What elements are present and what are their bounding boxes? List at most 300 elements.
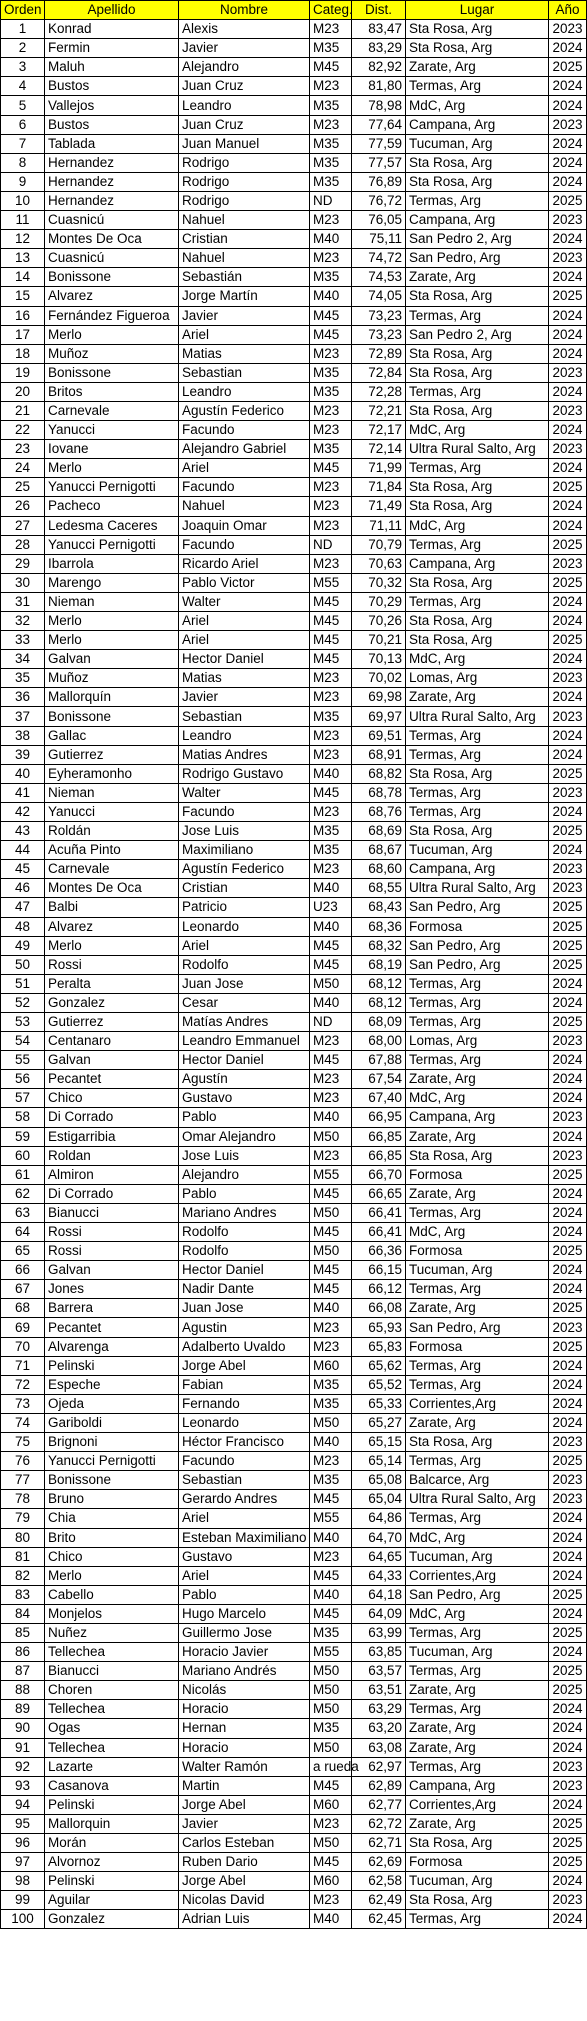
- cell-categ: M23: [310, 344, 352, 363]
- cell-anio: 2023: [549, 20, 587, 39]
- cell-dist: 62,77: [352, 1795, 406, 1814]
- cell-categ: M23: [310, 688, 352, 707]
- cell-anio: 2024: [549, 1223, 587, 1242]
- cell-apellido: Chico: [45, 1089, 179, 1108]
- cell-nombre: Leandro: [179, 96, 310, 115]
- cell-orden: 54: [1, 1032, 45, 1051]
- cell-apellido: Merlo: [45, 1566, 179, 1585]
- cell-anio: 2024: [549, 1413, 587, 1432]
- cell-anio: 2024: [549, 1700, 587, 1719]
- cell-nombre: Joaquin Omar: [179, 516, 310, 535]
- cell-dist: 68,12: [352, 993, 406, 1012]
- cell-nombre: Fernando: [179, 1394, 310, 1413]
- cell-orden: 49: [1, 936, 45, 955]
- cell-categ: M35: [310, 707, 352, 726]
- cell-anio: 2024: [549, 974, 587, 993]
- cell-lugar: Zarate, Arg: [406, 1127, 549, 1146]
- cell-categ: M35: [310, 1471, 352, 1490]
- table-row: [1, 211, 587, 230]
- cell-lugar: Balcarce, Arg: [406, 1471, 549, 1490]
- cell-orden: 39: [1, 745, 45, 764]
- cell-dist: 67,54: [352, 1070, 406, 1089]
- cell-lugar: Campana, Arg: [406, 554, 549, 573]
- header-row: [1, 1, 587, 20]
- cell-dist: 66,08: [352, 1299, 406, 1318]
- cell-orden: 8: [1, 153, 45, 172]
- cell-apellido: Jones: [45, 1280, 179, 1299]
- cell-categ: M55: [310, 1643, 352, 1662]
- cell-apellido: Almiron: [45, 1165, 179, 1184]
- cell-apellido: Merlo: [45, 459, 179, 478]
- cell-nombre: Leonardo: [179, 1413, 310, 1432]
- cell-nombre: Maximiliano: [179, 841, 310, 860]
- cell-dist: 65,52: [352, 1375, 406, 1394]
- cell-categ: M45: [310, 1223, 352, 1242]
- cell-lugar: Sta Rosa, Arg: [406, 612, 549, 631]
- cell-dist: 68,67: [352, 841, 406, 860]
- table-row: [1, 1070, 587, 1089]
- cell-dist: 70,63: [352, 554, 406, 573]
- table-row: [1, 1604, 587, 1623]
- cell-lugar: Sta Rosa, Arg: [406, 1146, 549, 1165]
- cell-dist: 68,12: [352, 974, 406, 993]
- cell-categ: M40: [310, 1910, 352, 1929]
- cell-orden: 58: [1, 1108, 45, 1127]
- cell-nombre: Alejandro Gabriel: [179, 440, 310, 459]
- cell-apellido: Pelinski: [45, 1356, 179, 1375]
- cell-apellido: Brito: [45, 1528, 179, 1547]
- cell-lugar: San Pedro, Arg: [406, 249, 549, 268]
- cell-orden: 95: [1, 1814, 45, 1833]
- cell-orden: 44: [1, 841, 45, 860]
- cell-nombre: Pablo: [179, 1108, 310, 1127]
- table-row: [1, 191, 587, 210]
- table-row: [1, 1509, 587, 1528]
- cell-dist: 63,85: [352, 1643, 406, 1662]
- cell-anio: 2025: [549, 1337, 587, 1356]
- table-row: [1, 58, 587, 77]
- cell-categ: M40: [310, 230, 352, 249]
- cell-categ: M35: [310, 440, 352, 459]
- cell-anio: 2025: [549, 936, 587, 955]
- cell-apellido: Gallac: [45, 726, 179, 745]
- cell-dist: 63,08: [352, 1738, 406, 1757]
- cell-categ: M45: [310, 1604, 352, 1623]
- table-row: [1, 822, 587, 841]
- table-row: [1, 1394, 587, 1413]
- cell-lugar: Termas, Arg: [406, 1700, 549, 1719]
- cell-nombre: Matias: [179, 344, 310, 363]
- table-row: [1, 841, 587, 860]
- cell-apellido: Konrad: [45, 20, 179, 39]
- cell-nombre: Sebastián: [179, 268, 310, 287]
- cell-nombre: Facundo: [179, 535, 310, 554]
- cell-anio: 2023: [549, 249, 587, 268]
- cell-lugar: Termas, Arg: [406, 306, 549, 325]
- table-row: [1, 1776, 587, 1795]
- cell-apellido: Mallorquín: [45, 688, 179, 707]
- cell-categ: M35: [310, 96, 352, 115]
- cell-anio: 2024: [549, 993, 587, 1012]
- cell-apellido: Bonissone: [45, 1471, 179, 1490]
- cell-apellido: Tellechea: [45, 1738, 179, 1757]
- cell-nombre: Adalberto Uvaldo: [179, 1337, 310, 1356]
- cell-orden: 62: [1, 1184, 45, 1203]
- cell-orden: 45: [1, 860, 45, 879]
- cell-categ: M50: [310, 1242, 352, 1261]
- cell-lugar: Termas, Arg: [406, 993, 549, 1012]
- cell-nombre: Ariel: [179, 1509, 310, 1528]
- cell-lugar: Termas, Arg: [406, 382, 549, 401]
- cell-dist: 66,65: [352, 1184, 406, 1203]
- table-row: [1, 764, 587, 783]
- cell-orden: 84: [1, 1604, 45, 1623]
- cell-anio: 2025: [549, 1623, 587, 1642]
- cell-nombre: Hector Daniel: [179, 1051, 310, 1070]
- cell-orden: 48: [1, 917, 45, 936]
- cell-dist: 73,23: [352, 325, 406, 344]
- table-row: [1, 1681, 587, 1700]
- table-row: [1, 707, 587, 726]
- table-row: [1, 1165, 587, 1184]
- cell-lugar: Tucuman, Arg: [406, 1261, 549, 1280]
- cell-anio: 2024: [549, 650, 587, 669]
- cell-dist: 63,57: [352, 1662, 406, 1681]
- cell-dist: 71,99: [352, 459, 406, 478]
- cell-nombre: Horacio: [179, 1700, 310, 1719]
- cell-anio: 2023: [549, 1032, 587, 1051]
- cell-lugar: Sta Rosa, Arg: [406, 172, 549, 191]
- cell-anio: 2024: [549, 1356, 587, 1375]
- table-row: [1, 745, 587, 764]
- cell-nombre: Ricardo Ariel: [179, 554, 310, 573]
- cell-nombre: Patricio: [179, 898, 310, 917]
- cell-dist: 74,72: [352, 249, 406, 268]
- table-row: [1, 955, 587, 974]
- cell-dist: 74,53: [352, 268, 406, 287]
- cell-orden: 47: [1, 898, 45, 917]
- header-lugar: Lugar: [406, 1, 549, 20]
- cell-dist: 73,23: [352, 306, 406, 325]
- header-apellido: Apellido: [45, 1, 179, 20]
- cell-dist: 68,09: [352, 1012, 406, 1031]
- table-row: [1, 1566, 587, 1585]
- cell-nombre: Juan Jose: [179, 974, 310, 993]
- table-row: [1, 1452, 587, 1471]
- cell-anio: 2024: [549, 1566, 587, 1585]
- cell-dist: 72,14: [352, 440, 406, 459]
- cell-orden: 90: [1, 1719, 45, 1738]
- cell-anio: 2025: [549, 535, 587, 554]
- cell-orden: 17: [1, 325, 45, 344]
- cell-dist: 66,36: [352, 1242, 406, 1261]
- cell-apellido: Eyheramonho: [45, 764, 179, 783]
- cell-orden: 98: [1, 1872, 45, 1891]
- cell-orden: 50: [1, 955, 45, 974]
- cell-lugar: Corrientes,Arg: [406, 1795, 549, 1814]
- cell-categ: M40: [310, 1108, 352, 1127]
- cell-lugar: Termas, Arg: [406, 783, 549, 802]
- cell-nombre: Guillermo Jose: [179, 1623, 310, 1642]
- cell-categ: M23: [310, 554, 352, 573]
- cell-categ: M45: [310, 1490, 352, 1509]
- cell-orden: 79: [1, 1509, 45, 1528]
- cell-lugar: Zarate, Arg: [406, 1719, 549, 1738]
- cell-anio: 2024: [549, 745, 587, 764]
- cell-nombre: Leandro: [179, 382, 310, 401]
- cell-anio: 2023: [549, 1146, 587, 1165]
- cell-apellido: Fernández Figueroa: [45, 306, 179, 325]
- cell-dist: 65,83: [352, 1337, 406, 1356]
- cell-apellido: Hernandez: [45, 153, 179, 172]
- cell-orden: 82: [1, 1566, 45, 1585]
- cell-lugar: Sta Rosa, Arg: [406, 573, 549, 592]
- cell-categ: a rueda: [310, 1757, 352, 1776]
- cell-nombre: Gustavo: [179, 1547, 310, 1566]
- cell-nombre: Juan Cruz: [179, 115, 310, 134]
- table-row: [1, 669, 587, 688]
- cell-anio: 2024: [549, 1509, 587, 1528]
- cell-lugar: Corrientes,Arg: [406, 1566, 549, 1585]
- cell-apellido: Gutierrez: [45, 1012, 179, 1031]
- cell-orden: 78: [1, 1490, 45, 1509]
- cell-lugar: Tucuman, Arg: [406, 1643, 549, 1662]
- cell-categ: M35: [310, 841, 352, 860]
- cell-dist: 63,20: [352, 1719, 406, 1738]
- cell-apellido: Gutierrez: [45, 745, 179, 764]
- cell-lugar: Zarate, Arg: [406, 1681, 549, 1700]
- cell-lugar: Termas, Arg: [406, 592, 549, 611]
- cell-dist: 63,51: [352, 1681, 406, 1700]
- cell-orden: 57: [1, 1089, 45, 1108]
- cell-categ: M50: [310, 1700, 352, 1719]
- cell-apellido: Bonissone: [45, 268, 179, 287]
- cell-categ: M55: [310, 573, 352, 592]
- cell-categ: M45: [310, 459, 352, 478]
- cell-categ: M40: [310, 287, 352, 306]
- cell-categ: M45: [310, 325, 352, 344]
- cell-apellido: Merlo: [45, 612, 179, 631]
- cell-anio: 2023: [549, 669, 587, 688]
- cell-categ: M45: [310, 631, 352, 650]
- cell-categ: M23: [310, 860, 352, 879]
- table-row: [1, 230, 587, 249]
- cell-orden: 85: [1, 1623, 45, 1642]
- cell-apellido: Yanucci: [45, 802, 179, 821]
- cell-anio: 2024: [549, 1127, 587, 1146]
- cell-apellido: Gonzalez: [45, 993, 179, 1012]
- cell-categ: U23: [310, 898, 352, 917]
- cell-nombre: Ariel: [179, 612, 310, 631]
- cell-anio: 2023: [549, 1490, 587, 1509]
- cell-lugar: Campana, Arg: [406, 860, 549, 879]
- table-row: [1, 1299, 587, 1318]
- cell-nombre: Ariel: [179, 459, 310, 478]
- cell-apellido: Merlo: [45, 325, 179, 344]
- cell-apellido: Merlo: [45, 631, 179, 650]
- cell-orden: 28: [1, 535, 45, 554]
- cell-dist: 71,49: [352, 497, 406, 516]
- cell-orden: 100: [1, 1910, 45, 1929]
- cell-lugar: Corrientes,Arg: [406, 1394, 549, 1413]
- cell-anio: 2024: [549, 134, 587, 153]
- cell-orden: 26: [1, 497, 45, 516]
- cell-orden: 77: [1, 1471, 45, 1490]
- cell-orden: 53: [1, 1012, 45, 1031]
- cell-categ: M35: [310, 1375, 352, 1394]
- cell-nombre: Javier: [179, 688, 310, 707]
- cell-apellido: Carnevale: [45, 860, 179, 879]
- cell-dist: 66,41: [352, 1203, 406, 1222]
- header-categ: Categ.: [310, 1, 352, 20]
- cell-anio: 2024: [549, 344, 587, 363]
- cell-orden: 96: [1, 1834, 45, 1853]
- cell-anio: 2025: [549, 191, 587, 210]
- cell-categ: M35: [310, 134, 352, 153]
- table-row: [1, 1719, 587, 1738]
- cell-anio: 2024: [549, 1089, 587, 1108]
- cell-apellido: Vallejos: [45, 96, 179, 115]
- table-row: [1, 172, 587, 191]
- cell-nombre: Nicolas David: [179, 1891, 310, 1910]
- cell-dist: 64,33: [352, 1566, 406, 1585]
- cell-orden: 65: [1, 1242, 45, 1261]
- cell-dist: 67,40: [352, 1089, 406, 1108]
- cell-categ: M23: [310, 1032, 352, 1051]
- cell-nombre: Hernan: [179, 1719, 310, 1738]
- cell-anio: 2024: [549, 1070, 587, 1089]
- cell-apellido: Ledesma Caceres: [45, 516, 179, 535]
- cell-dist: 69,97: [352, 707, 406, 726]
- cell-apellido: Fermin: [45, 39, 179, 58]
- cell-lugar: Formosa: [406, 917, 549, 936]
- cell-orden: 43: [1, 822, 45, 841]
- cell-lugar: Termas, Arg: [406, 535, 549, 554]
- cell-orden: 36: [1, 688, 45, 707]
- cell-apellido: Tellechea: [45, 1643, 179, 1662]
- table-row: [1, 1127, 587, 1146]
- cell-apellido: Merlo: [45, 936, 179, 955]
- cell-apellido: Bruno: [45, 1490, 179, 1509]
- table-row: [1, 1413, 587, 1432]
- cell-orden: 75: [1, 1433, 45, 1452]
- cell-lugar: MdC, Arg: [406, 650, 549, 669]
- cell-anio: 2023: [549, 211, 587, 230]
- cell-anio: 2024: [549, 459, 587, 478]
- cell-anio: 2025: [549, 1681, 587, 1700]
- cell-nombre: Sebastian: [179, 1471, 310, 1490]
- table-row: [1, 1356, 587, 1375]
- cell-dist: 65,14: [352, 1452, 406, 1471]
- cell-lugar: San Pedro, Arg: [406, 1585, 549, 1604]
- cell-lugar: Sta Rosa, Arg: [406, 764, 549, 783]
- cell-lugar: Zarate, Arg: [406, 688, 549, 707]
- cell-anio: 2024: [549, 77, 587, 96]
- cell-anio: 2024: [549, 1604, 587, 1623]
- table-row: [1, 1872, 587, 1891]
- cell-dist: 65,27: [352, 1413, 406, 1432]
- cell-categ: M45: [310, 783, 352, 802]
- cell-categ: M23: [310, 802, 352, 821]
- table-row: [1, 1318, 587, 1337]
- cell-lugar: Termas, Arg: [406, 77, 549, 96]
- cell-categ: M45: [310, 1261, 352, 1280]
- table-row: [1, 1203, 587, 1222]
- cell-orden: 56: [1, 1070, 45, 1089]
- cell-dist: 64,09: [352, 1604, 406, 1623]
- table-row: [1, 573, 587, 592]
- cell-categ: M40: [310, 993, 352, 1012]
- cell-nombre: Rodolfo: [179, 1223, 310, 1242]
- cell-lugar: Zarate, Arg: [406, 1184, 549, 1203]
- cell-lugar: Lomas, Arg: [406, 669, 549, 688]
- cell-apellido: Choren: [45, 1681, 179, 1700]
- cell-categ: M45: [310, 1853, 352, 1872]
- cell-anio: 2025: [549, 917, 587, 936]
- table-row: [1, 1012, 587, 1031]
- cell-anio: 2024: [549, 726, 587, 745]
- cell-lugar: MdC, Arg: [406, 1528, 549, 1547]
- cell-dist: 68,43: [352, 898, 406, 917]
- cell-categ: M23: [310, 726, 352, 745]
- cell-orden: 11: [1, 211, 45, 230]
- cell-apellido: Alvarenga: [45, 1337, 179, 1356]
- cell-lugar: Termas, Arg: [406, 1280, 549, 1299]
- cell-categ: M40: [310, 764, 352, 783]
- cell-nombre: Jorge Abel: [179, 1795, 310, 1814]
- cell-orden: 91: [1, 1738, 45, 1757]
- cell-lugar: San Pedro, Arg: [406, 1318, 549, 1337]
- table-row: [1, 401, 587, 420]
- cell-nombre: Carlos Esteban: [179, 1834, 310, 1853]
- cell-nombre: Rodrigo: [179, 153, 310, 172]
- cell-apellido: Nuñez: [45, 1623, 179, 1642]
- cell-nombre: Juan Manuel: [179, 134, 310, 153]
- cell-orden: 32: [1, 612, 45, 631]
- cell-categ: M35: [310, 172, 352, 191]
- cell-nombre: Alejandro: [179, 1165, 310, 1184]
- cell-nombre: Rodolfo: [179, 1242, 310, 1261]
- cell-anio: 2024: [549, 153, 587, 172]
- cell-lugar: MdC, Arg: [406, 1089, 549, 1108]
- cell-lugar: MdC, Arg: [406, 1223, 549, 1242]
- cell-nombre: Ariel: [179, 631, 310, 650]
- table-row: [1, 783, 587, 802]
- cell-nombre: Nadir Dante: [179, 1280, 310, 1299]
- cell-orden: 93: [1, 1776, 45, 1795]
- cell-categ: M23: [310, 497, 352, 516]
- cell-anio: 2024: [549, 1547, 587, 1566]
- cell-apellido: Yanucci Pernigotti: [45, 535, 179, 554]
- cell-apellido: Maluh: [45, 58, 179, 77]
- cell-lugar: San Pedro, Arg: [406, 955, 549, 974]
- cell-anio: 2023: [549, 860, 587, 879]
- table-row: [1, 1528, 587, 1547]
- cell-orden: 2: [1, 39, 45, 58]
- cell-anio: 2025: [549, 287, 587, 306]
- cell-dist: 62,97: [352, 1757, 406, 1776]
- cell-apellido: Montes De Oca: [45, 230, 179, 249]
- cell-anio: 2024: [549, 1872, 587, 1891]
- cell-apellido: Cuasnicú: [45, 211, 179, 230]
- cell-orden: 51: [1, 974, 45, 993]
- cell-lugar: Tucuman, Arg: [406, 1872, 549, 1891]
- cell-orden: 34: [1, 650, 45, 669]
- cell-orden: 35: [1, 669, 45, 688]
- cell-categ: M35: [310, 1719, 352, 1738]
- cell-orden: 83: [1, 1585, 45, 1604]
- cell-nombre: Hugo Marcelo: [179, 1604, 310, 1623]
